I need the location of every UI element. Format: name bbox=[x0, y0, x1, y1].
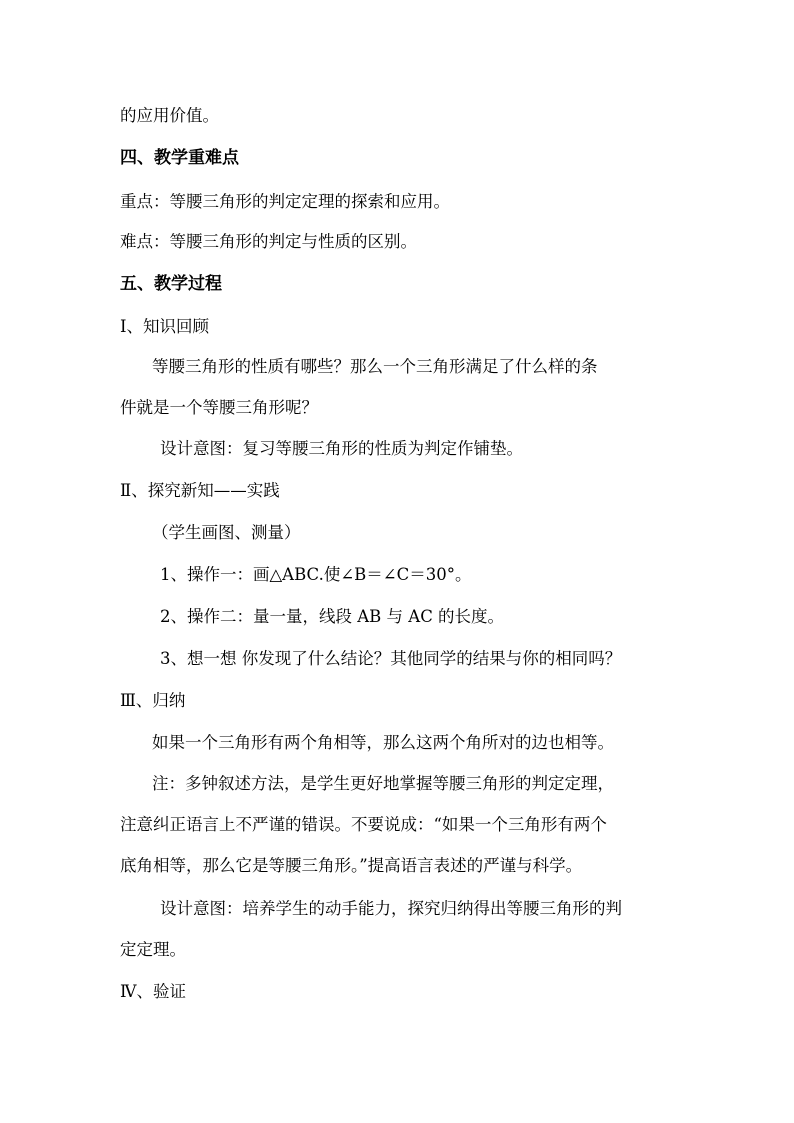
subsection-heading-1: Ⅰ、知识回顾 bbox=[120, 317, 210, 336]
subsection-heading-4: Ⅳ、验证 bbox=[120, 982, 186, 1001]
text-line: 难点：等腰三角形的判定与性质的区别。 bbox=[120, 232, 417, 251]
note-line: 注：多钟叙述方法，是学生更好地掌握等腰三角形的判定定理， bbox=[152, 774, 614, 793]
step-line-3: 3、想一想 你发现了什么结论？其他同学的结果与你的相同吗？ bbox=[160, 649, 622, 668]
paragraph-line: 如果一个三角形有两个角相等，那么这两个角所对的边也相等。 bbox=[152, 733, 614, 752]
section-heading-5: 五、教学过程 bbox=[120, 274, 222, 294]
step-line-1: 1、操作一：画△ABC.使∠B＝∠C＝30°。 bbox=[160, 565, 472, 584]
step-line-2: 2、操作二：量一量，线段 AB 与 AC 的长度。 bbox=[160, 607, 505, 626]
section-heading-4: 四、教学重难点 bbox=[120, 148, 239, 168]
design-intent-line: 设计意图：复习等腰三角形的性质为判定作铺垫。 bbox=[160, 439, 523, 458]
text-line: 的应用价值。 bbox=[120, 106, 219, 125]
note-line: 注意纠正语言上不严谨的错误。不要说成：“如果一个三角形有两个 bbox=[120, 815, 607, 834]
paragraph-line: 等腰三角形的性质有哪些？那么一个三角形满足了什么样的条 bbox=[152, 357, 598, 376]
note-line: 底角相等，那么它是等腰三角形。”提高语言表述的严谨与科学。 bbox=[120, 856, 583, 875]
subsection-heading-2: Ⅱ、探究新知——实践 bbox=[120, 481, 280, 500]
design-intent-line: 定定理。 bbox=[120, 940, 186, 959]
paragraph-line: （学生画图、测量） bbox=[152, 523, 301, 542]
subsection-heading-3: Ⅲ、归纳 bbox=[120, 691, 186, 710]
design-intent-line: 设计意图：培养学生的动手能力，探究归纳得出等腰三角形的判 bbox=[160, 899, 622, 918]
text-line: 重点：等腰三角形的判定定理的探索和应用。 bbox=[120, 192, 450, 211]
paragraph-line: 件就是一个等腰三角形呢？ bbox=[120, 398, 318, 417]
